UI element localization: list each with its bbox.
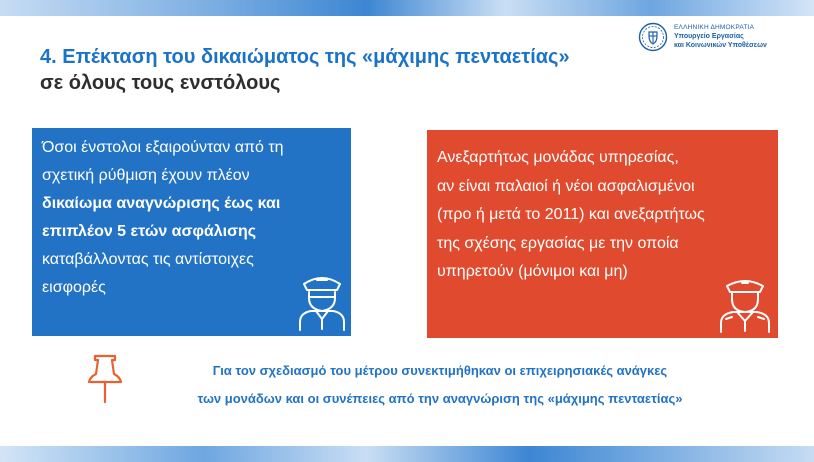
right-info-line: αν είναι παλαιοί ή νέοι ασφαλισμένοι <box>437 177 695 195</box>
bottom-decorative-band <box>0 446 814 462</box>
logo-line-ministry-2: και Κοινωνικών Υποθέσεων <box>674 42 767 49</box>
footnote-line: των μονάδων και οι συνέπειες από την αναγνώριση της «μάχιμης πενταετίας» <box>197 391 683 406</box>
police-officer-icon <box>717 272 773 334</box>
left-info-line: Όσοι ένστολοι εξαιρούνταν από τη <box>42 139 284 156</box>
top-decorative-band <box>0 0 814 16</box>
pushpin-icon <box>86 352 124 406</box>
logo-line-republic: ΕΛΛΗΝΙΚΗ ΔΗΜΟΚΡΑΤΙΑ <box>674 24 755 31</box>
slide-subtitle: σε όλους τους ενστόλους <box>40 72 281 94</box>
right-info-line: υπηρετούν (μόνιμοι και μη) <box>437 263 628 280</box>
footnote-text <box>150 357 730 413</box>
police-officer-icon <box>296 270 348 332</box>
left-info-line: εισφορές <box>42 279 106 296</box>
ministry-logo <box>638 20 798 54</box>
slide-title: 4. Επέκταση του δικαιώματος της «μάχιμης πενταετίας» <box>40 46 570 68</box>
footnote-line: Για τον σχεδιασμό του μέτρου συνεκτιμήθηκαν οι επιχειρησιακές ανάγκες <box>212 363 668 378</box>
left-info-line-bold: επιπλέον 5 ετών ασφάλισης <box>42 223 257 240</box>
logo-line-ministry: Υπουργείο Εργασίας <box>674 33 744 40</box>
left-info-line-bold: δικαίωμα αναγνώρισης έως και <box>42 195 281 212</box>
greek-emblem-icon <box>638 22 668 52</box>
right-info-line: (προ ή μετά το 2011) και ανεξαρτήτως <box>437 206 705 223</box>
left-info-line: καταβάλλοντας τις αντίστοιχες <box>42 251 254 268</box>
right-info-line: της σχέσης εργασίας με την οποία <box>437 234 679 252</box>
left-info-line: σχετική ρύθμιση έχουν πλέον <box>42 167 250 184</box>
right-info-text <box>437 144 777 287</box>
right-info-line: Ανεξαρτήτως μονάδας υπηρεσίας, <box>437 149 679 166</box>
